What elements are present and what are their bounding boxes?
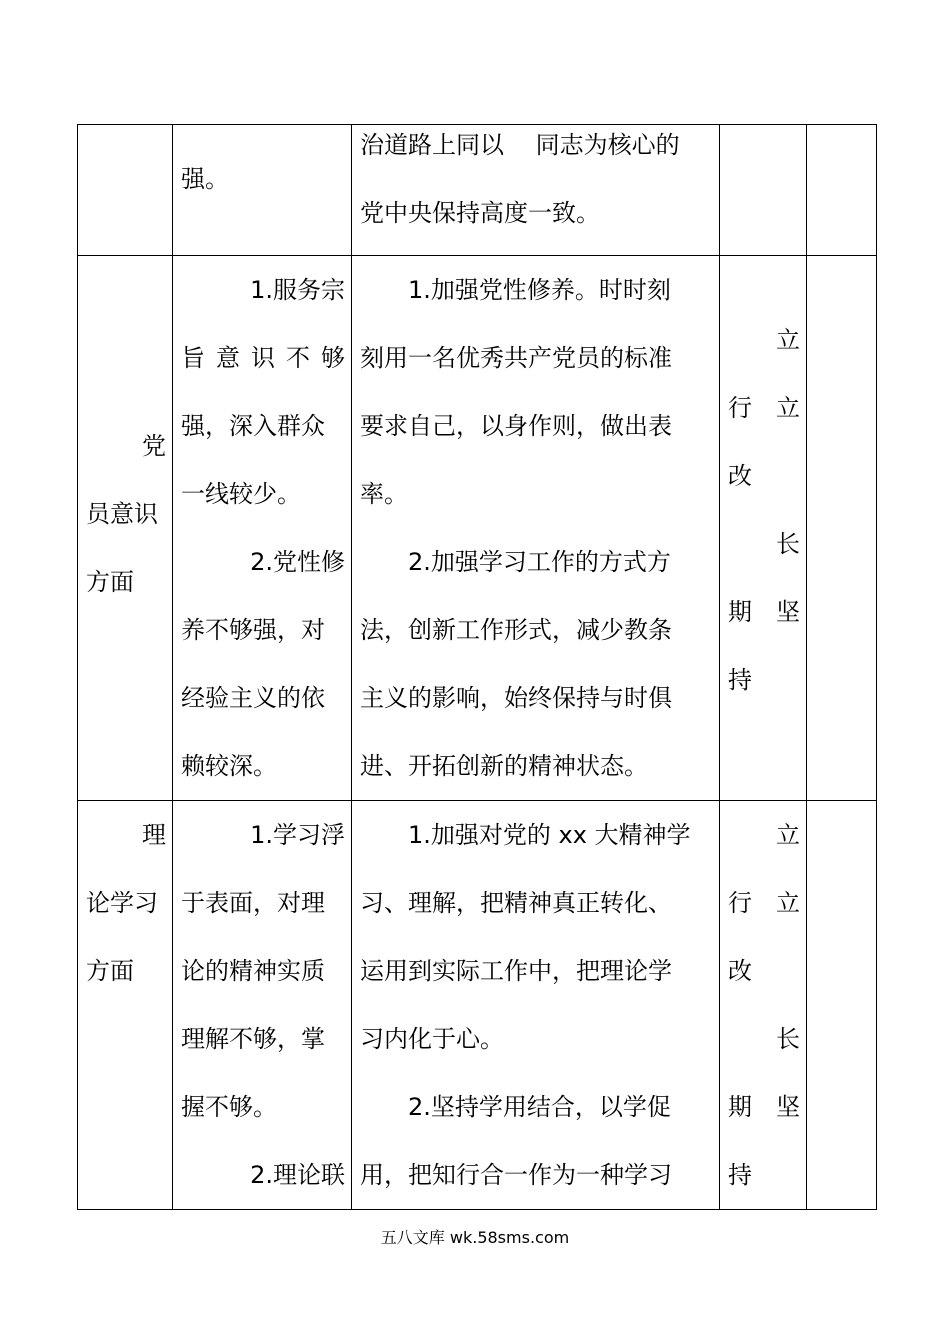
note-cell: [807, 256, 877, 801]
problem-line: 于表面，对理: [181, 889, 325, 917]
aspect-line: 理: [142, 821, 166, 849]
aspect-line: 方面: [86, 568, 134, 596]
measure-line: 1.加强党性修养。时时刻: [408, 276, 671, 304]
timeline-line: 持: [728, 666, 752, 694]
table-row: [78, 256, 877, 801]
measure-line: 进、开拓创新的精神状态。: [360, 752, 648, 780]
measure-line: 主义的影响，始终保持与时俱: [360, 684, 672, 712]
aspect-cell: [78, 801, 173, 1210]
measures-cell: [352, 801, 720, 1210]
problems-cell: [173, 256, 352, 801]
problem-line: 2.理论联: [250, 1161, 345, 1189]
timeline-line: 改: [728, 957, 752, 985]
note-cell: [807, 801, 877, 1210]
measures-cell: [352, 125, 720, 256]
problem-line: 强。: [181, 165, 229, 193]
rectification-table: [77, 124, 877, 1210]
problem-line: 养不够强，对: [181, 616, 325, 644]
aspect-line: 员意识: [86, 500, 158, 528]
timeline-line: 期 坚: [728, 598, 800, 626]
problem-line: 握不够。: [181, 1093, 277, 1121]
aspect-line: 党: [142, 432, 166, 460]
timeline-line: 持: [728, 1161, 752, 1189]
aspect-cell: [78, 256, 173, 801]
measure-line: 刻用一名优秀共产党员的标准: [360, 344, 672, 372]
problem-line: 2.党性修: [250, 548, 345, 576]
aspect-cell: [78, 125, 173, 256]
problem-line: 理解不够，掌: [181, 1025, 325, 1053]
measure-line: 党中央保持高度一致。: [360, 199, 600, 227]
table-row: [78, 125, 877, 256]
problem-line: 强，深入群众: [181, 412, 325, 440]
measure-line: 法，创新工作形式，减少教条: [360, 616, 672, 644]
problem-line: 一线较少。: [181, 480, 301, 508]
problem-line: 论的精神实质: [181, 957, 325, 985]
measure-line: 习、理解，把精神真正转化、: [360, 889, 672, 917]
timeline-line: 行 立: [728, 889, 800, 917]
problem-line: 经验主义的依: [181, 684, 325, 712]
measure-line: 1.加强对党的 xx 大精神学: [408, 821, 691, 849]
timeline-cell: [720, 125, 807, 256]
aspect-line: 方面: [86, 957, 134, 985]
problem-line: 1.服务宗: [250, 276, 345, 304]
timeline-line: 改: [728, 462, 752, 490]
problem-line: 赖较深。: [181, 752, 277, 780]
timeline-line: 长: [776, 1025, 800, 1053]
measure-line: 2.加强学习工作的方式方: [408, 548, 671, 576]
timeline-line: 长: [776, 530, 800, 558]
measure-line: 运用到实际工作中，把理论学: [360, 957, 672, 985]
measure-line: 习内化于心。: [360, 1025, 504, 1053]
timeline-cell: [720, 256, 807, 801]
measure-line: 要求自己，以身作则，做出表: [360, 412, 672, 440]
problem-line: 旨意识不够: [181, 344, 345, 372]
timeline-line: 期 坚: [728, 1093, 800, 1121]
table-row: [78, 801, 877, 1210]
problems-cell: [173, 125, 352, 256]
timeline-line: 立: [776, 821, 800, 849]
timeline-line: 立: [776, 326, 800, 354]
measure-line: 治道路上同以 同志为核心的: [360, 131, 680, 159]
timeline-cell: [720, 801, 807, 1210]
measure-line: 率。: [360, 480, 408, 508]
measures-cell: [352, 256, 720, 801]
page-footer: 五八文库 wk.58sms.com: [380, 1228, 570, 1247]
problems-cell: [173, 801, 352, 1210]
problem-line: 1.学习浮: [250, 821, 345, 849]
aspect-line: 论学习: [86, 889, 158, 917]
timeline-line: 行 立: [728, 394, 800, 422]
note-cell: [807, 125, 877, 256]
measure-line: 用，把知行合一作为一种学习: [360, 1161, 672, 1189]
measure-line: 2.坚持学用结合，以学促: [408, 1093, 671, 1121]
